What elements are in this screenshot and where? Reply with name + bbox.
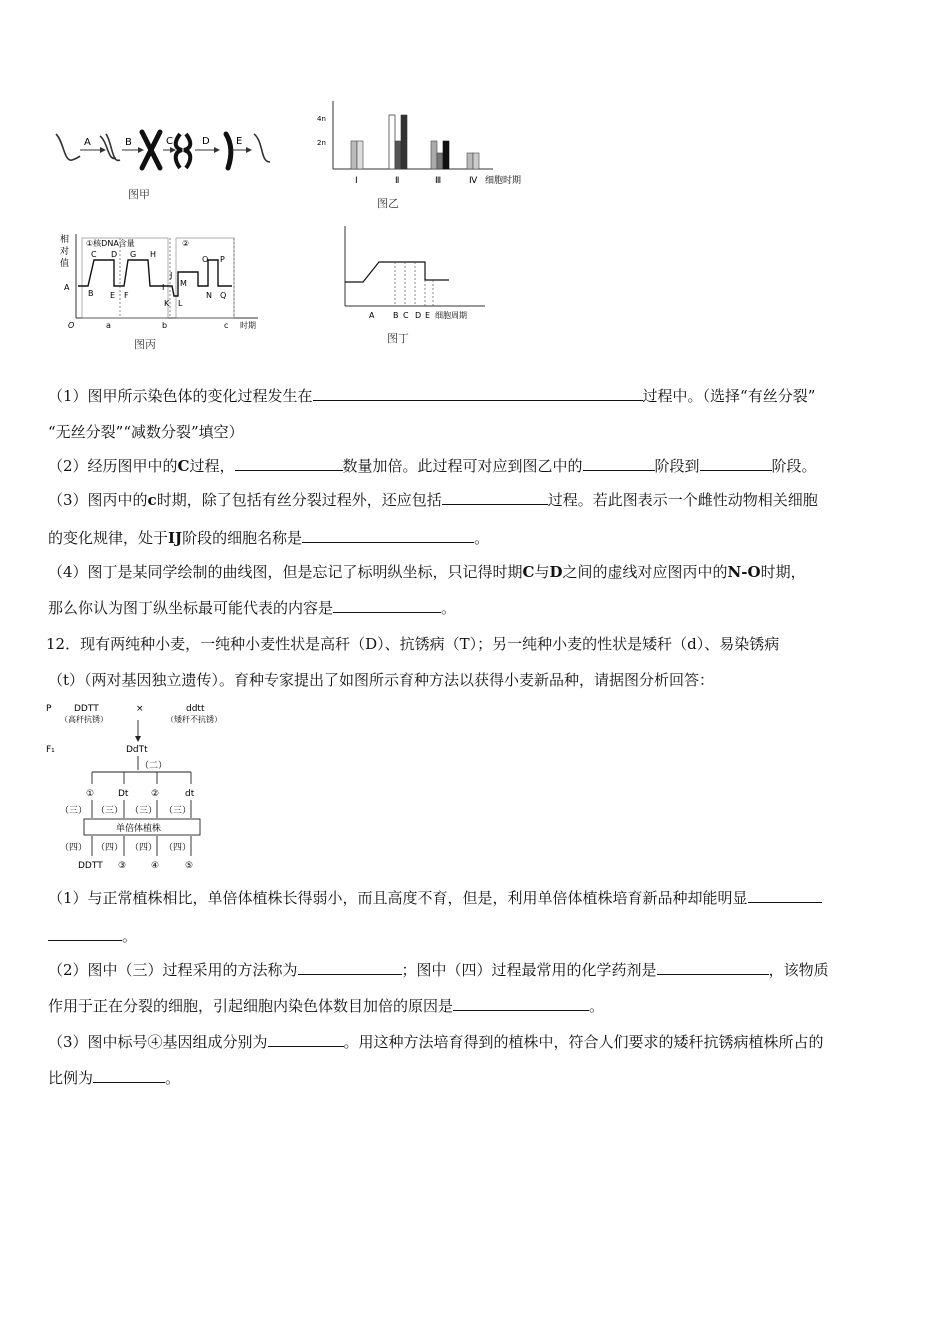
text-q11-p1c: “无丝分裂”“减数分裂”填空）	[48, 423, 244, 441]
yi-bar-2c	[401, 115, 407, 169]
jia-label-c: C	[166, 136, 173, 147]
diagram-gamete-2: Dt	[118, 789, 129, 799]
bing-legend-2: ②	[182, 239, 190, 248]
yi-bar-3b	[437, 153, 443, 169]
diagram-f1: DdTt	[126, 745, 148, 755]
text-q11-p2f: 阶段。	[771, 457, 817, 475]
yi-y-4n: 4n	[317, 115, 326, 123]
text-q11-p3a: （3）图丙中的	[48, 491, 148, 509]
text-q11-p4d: D	[549, 563, 563, 581]
text-q12-p1a: （1）与正常植株相比，单倍体植株长得弱小，而且高度不育，但是，利用单倍体植株培育新品种却能明显	[48, 889, 748, 907]
ding-x-title: 细胞周期	[435, 311, 467, 320]
text-q12-p3b: 。用这种方法培育得到的植株中，符合人们要求的矮秆抗锈病植株所占的	[343, 1033, 824, 1051]
text-q11-p3d: 过程。若此图表示一个雌性动物相关细胞	[547, 491, 818, 509]
text-q11-p3f: IJ	[168, 529, 183, 547]
diagram-gamete-1: ①	[86, 789, 95, 799]
q12-part1-line1	[48, 888, 822, 908]
text-q12-p2c: ，该物质	[768, 961, 829, 979]
diagram-step3-2: （三）	[96, 806, 124, 816]
figure-bing	[58, 230, 288, 355]
diagram-step3-1: （三）	[60, 806, 88, 816]
q12-blank-1b[interactable]	[48, 926, 122, 941]
text-q11-p4b: C	[522, 563, 535, 581]
figure-ding-drawing	[335, 222, 515, 322]
q12-intro-line2	[48, 670, 714, 690]
text-q11-p2e: 阶段到	[654, 457, 700, 475]
bing-l-O: O	[202, 255, 209, 264]
ding-x-E: E	[425, 311, 431, 320]
yi-bar-2a	[389, 115, 395, 169]
text-q12-p3a: （3）图中标号④基因组成分别为	[48, 1033, 268, 1051]
bing-l-J: J	[170, 271, 173, 280]
figure-jia-caption: 图甲	[128, 188, 150, 201]
figure-jia	[50, 120, 280, 205]
yi-bar-1a	[351, 141, 357, 169]
text-q12-p2b: ；图中（四）过程最常用的化学药剂是	[401, 961, 657, 979]
bing-x-O: O	[68, 321, 75, 330]
text-q11-p1b: 过程中。（选择“有丝分裂”	[642, 387, 816, 405]
q11-blank-1[interactable]	[313, 386, 643, 401]
text-q11-p4a: （4）图丁是某同学绘制的曲线图，但是忘记了标明纵坐标，只记得时期	[48, 563, 523, 581]
q12-part2-line1	[48, 960, 829, 980]
figure-ding-caption: 图丁	[387, 332, 409, 345]
yi-bar-3c	[443, 141, 449, 169]
text-q11-p3h: 。	[474, 529, 490, 547]
jia-label-a: A	[84, 137, 91, 148]
text-q11-p4f: N-O	[727, 563, 761, 581]
yi-x-4: Ⅳ	[469, 176, 478, 186]
diagram-result-3: ④	[151, 861, 160, 871]
bing-x-title: 时期	[240, 321, 256, 330]
q12-blank-5[interactable]	[268, 1032, 344, 1047]
figure-yi-drawing	[315, 95, 545, 195]
bing-y-1: 相	[60, 235, 70, 245]
q12-part3-line1	[48, 1032, 824, 1052]
q12-blank-6[interactable]	[93, 1068, 165, 1083]
figure-yi-caption: 图乙	[377, 197, 399, 210]
diagram-result-2: ③	[118, 861, 127, 871]
text-q11-p3c: 时期，除了包括有丝分裂过程外，还应包括	[156, 491, 442, 509]
bing-l-M: M	[180, 279, 187, 288]
diagram-step3-4: （三）	[164, 806, 192, 816]
q12-part1-line2	[48, 926, 137, 946]
q11-blank-3[interactable]	[583, 456, 655, 471]
diagram-gamete-4: dt	[185, 789, 195, 799]
text-q12-p2e: 。	[589, 997, 605, 1015]
bing-legend-1: ①核DNA含量	[86, 239, 135, 248]
q11-part1-line2	[48, 422, 244, 442]
text-q11-p4h: 那么你认为图丁纵坐标最可能代表的内容是	[48, 599, 334, 617]
yi-bar-4a	[467, 153, 473, 169]
bing-l-K: K	[164, 299, 170, 308]
bing-l-Q: Q	[220, 291, 227, 300]
q11-part2	[48, 456, 817, 476]
text-q11-p3g: 阶段的细胞名称是	[182, 529, 303, 547]
jia-label-d: D	[202, 136, 210, 147]
diagram-step4-4: （四）	[164, 843, 192, 853]
diagram-parent1-note: （高秆抗锈）	[60, 715, 108, 724]
yi-x-3: Ⅲ	[435, 176, 442, 186]
text-q11-p4e: 之间的虚线对应图丙中的	[562, 563, 728, 581]
q12-intro-line1	[46, 634, 779, 654]
q12-blank-3[interactable]	[657, 960, 769, 975]
yi-bar-3a	[431, 141, 437, 169]
bing-l-F: F	[124, 291, 129, 300]
q11-part3-line2	[48, 528, 489, 548]
bing-x-b: b	[162, 321, 168, 330]
diagram-result-4: ⑤	[185, 861, 194, 871]
diagram-step4-3: （四）	[130, 843, 158, 853]
bing-l-P: P	[220, 255, 225, 264]
diagram-step4-2: （四）	[96, 843, 124, 853]
text-q11-p3e: 的变化规律，处于	[48, 529, 169, 547]
bing-l-I: I	[162, 283, 165, 292]
q11-blank-4[interactable]	[700, 456, 772, 471]
yi-y-2n: 2n	[317, 139, 326, 147]
diagram-parent2: ddtt	[186, 704, 205, 714]
diagram-step2: （二）	[140, 761, 168, 771]
ding-x-A: A	[369, 311, 375, 320]
q11-blank-6[interactable]	[302, 528, 474, 543]
yi-x-1: Ⅰ	[355, 176, 358, 186]
figure-bing-caption: 图丙	[134, 338, 156, 351]
q12-blank-2[interactable]	[298, 960, 402, 975]
text-q11-p2c: 过程，	[189, 457, 235, 475]
yi-bar-4b	[473, 153, 479, 169]
bing-l-E: E	[110, 291, 116, 300]
figure-jia-drawing	[50, 120, 280, 205]
diagram-step3-3: （三）	[130, 806, 158, 816]
ding-x-C: C	[403, 311, 409, 320]
diagram-gamete-3: ②	[151, 789, 160, 799]
q12-part2-line2	[48, 996, 604, 1016]
q11-part4-line2	[48, 598, 456, 618]
figure-bing-drawing	[58, 230, 288, 330]
diagram-step4-1: （四）	[60, 843, 88, 853]
q11-blank-2[interactable]	[235, 456, 343, 471]
text-q12-p1b: 。	[122, 927, 138, 945]
text-q12-p3d: 。	[165, 1069, 181, 1087]
q11-blank-5[interactable]	[442, 490, 548, 505]
q12-blank-4[interactable]	[453, 996, 589, 1011]
text-q11-p4c: 与	[534, 563, 550, 581]
ding-x-D: D	[415, 311, 422, 320]
bing-y-3: 值	[60, 259, 70, 269]
text-q11-p2d: 数量加倍。此过程可对应到图乙中的	[342, 457, 583, 475]
text-q12-p3c: 比例为	[48, 1069, 94, 1087]
diagram-P: P	[46, 704, 52, 714]
q11-part4-line1	[48, 562, 806, 582]
text-q12-intro1: 12．现有两纯种小麦，一纯种小麦性状是高秆（D）、抗锈病（T）；另一纯种小麦的性状是矮秆（d）、易染锈病	[46, 635, 780, 653]
text-q11-p3b: c	[147, 491, 157, 509]
bing-l-B: B	[88, 289, 94, 298]
text-q11-p4g: 时期，	[760, 563, 806, 581]
bing-y-2: 对	[60, 247, 70, 257]
diagram-cross: ×	[136, 704, 144, 714]
diagram-parent2-note: （矮秆不抗锈）	[166, 715, 222, 724]
figure-ding	[335, 222, 515, 347]
bing-l-H: H	[150, 250, 157, 259]
text-q11-p1a: （1）图甲所示染色体的变化过程发生在	[48, 387, 313, 405]
diagram-box-label: 单倍体植株	[116, 824, 162, 834]
q12-part3-line2	[48, 1068, 180, 1088]
text-q12-p2a: （2）图中（三）过程采用的方法称为	[48, 961, 298, 979]
breeding-diagram-drawing	[46, 700, 266, 875]
text-q11-p4i: 。	[441, 599, 457, 617]
breeding-diagram	[46, 700, 266, 875]
ding-x-B: B	[393, 311, 399, 320]
diagram-parent1: DDTT	[74, 704, 99, 714]
q11-part3-line1	[48, 490, 818, 510]
text-q12-p2d: 作用于正在分裂的细胞，引起细胞内染色体数目加倍的原因是	[48, 997, 454, 1015]
q12-blank-1a[interactable]	[748, 888, 822, 903]
yi-x-2: Ⅱ	[395, 176, 400, 186]
yi-x-title: 细胞时期	[485, 176, 522, 186]
bing-l-L: L	[178, 299, 183, 308]
bing-l-N: N	[206, 291, 212, 300]
text-q11-p2b: C	[177, 457, 190, 475]
bing-l-A: A	[64, 283, 70, 292]
q11-blank-7[interactable]	[333, 598, 441, 613]
figure-yi	[315, 95, 545, 215]
jia-label-e: E	[236, 136, 243, 147]
text-q12-intro2: （t）（两对基因独立遗传）。育种专家提出了如图所示育种方法以获得小麦新品种，请据图分析回答：	[48, 671, 715, 689]
text-q11-p2a: （2）经历图甲中的	[48, 457, 178, 475]
jia-label-b: B	[125, 137, 132, 148]
bing-x-a: a	[106, 321, 111, 330]
q11-part1-line1	[48, 386, 815, 406]
bing-l-C: C	[91, 250, 97, 259]
bing-x-c: c	[224, 321, 229, 330]
bing-l-D: D	[111, 250, 118, 259]
diagram-result-1: DDTT	[78, 861, 103, 871]
bing-l-G: G	[130, 250, 137, 259]
yi-bar-1b	[357, 141, 363, 169]
yi-bar-2b	[395, 141, 401, 169]
diagram-F1: F₁	[46, 745, 55, 755]
